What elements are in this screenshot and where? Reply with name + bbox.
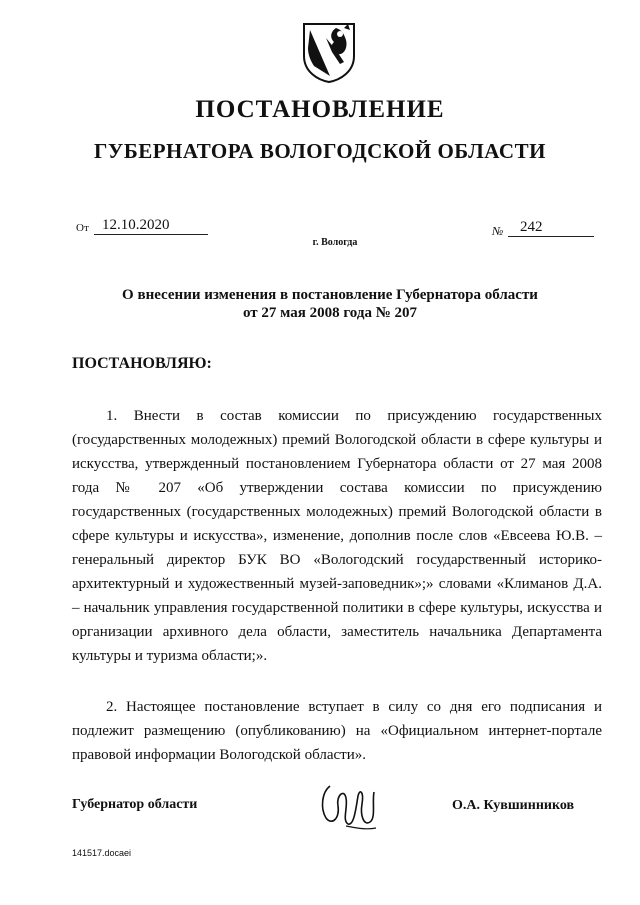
subject-line-1: О внесении изменения в постановление Губернатора области — [122, 287, 538, 303]
handwritten-signature-icon — [316, 778, 386, 832]
signatory-name: О.А. Кувшинников — [452, 798, 575, 813]
resolve-heading: ПОСТАНОВЛЯЮ: — [72, 355, 212, 372]
number-label: № — [492, 224, 504, 238]
subject-line-2: от 27 мая 2008 года № 207 — [242, 305, 418, 321]
document-date: 12.10.2020 — [94, 217, 208, 235]
paragraph-2-block — [72, 695, 602, 767]
date-label: От — [76, 222, 89, 234]
document-subtitle: ГУБЕРНАТОРА ВОЛОГОДСКОЙ ОБЛАСТИ — [94, 139, 546, 163]
coat-of-arms-icon — [300, 20, 358, 84]
paragraph-1-block — [72, 404, 602, 668]
document-subject — [0, 286, 640, 322]
paragraph-2: 2. Настоящее постановление вступает в силу со дня его подписания и подлежит размещению (опубликованию) на «Официальном интернет-портале правовой информации Вологодской области». — [72, 699, 602, 763]
city-label: г. Вологда — [312, 237, 358, 248]
document-title: ПОСТАНОВЛЕНИЕ — [195, 96, 445, 123]
document-id: 141517.docaei — [72, 848, 132, 858]
signatory-position: Губернатор области — [72, 797, 198, 812]
paragraph-1: 1. Внести в состав комиссии по присуждению государственных (государственных молодежных) премий Вологодской области в сфере культуры и искусства, утвержденный постановлением Губернатора области от 27 мая 2008 года № 207 «Об утверждении состава комиссии по присуждению государственных (государственных молодежных) премий Вологодской области в сфере культуры и искусства», изменение, дополнив после слов «Евсеева Ю.В. – генеральный директор БУК ВО «Вологодский государственный историко-архитектурный и художественный музей-заповедник»;» словами «Климанов Д.А. – начальник управления государственной политики в сфере культуры, искусства и организации архивного дела области, заместитель начальника Департамента культуры и туризма области;». — [72, 408, 602, 664]
document-number: 242 — [508, 219, 594, 237]
